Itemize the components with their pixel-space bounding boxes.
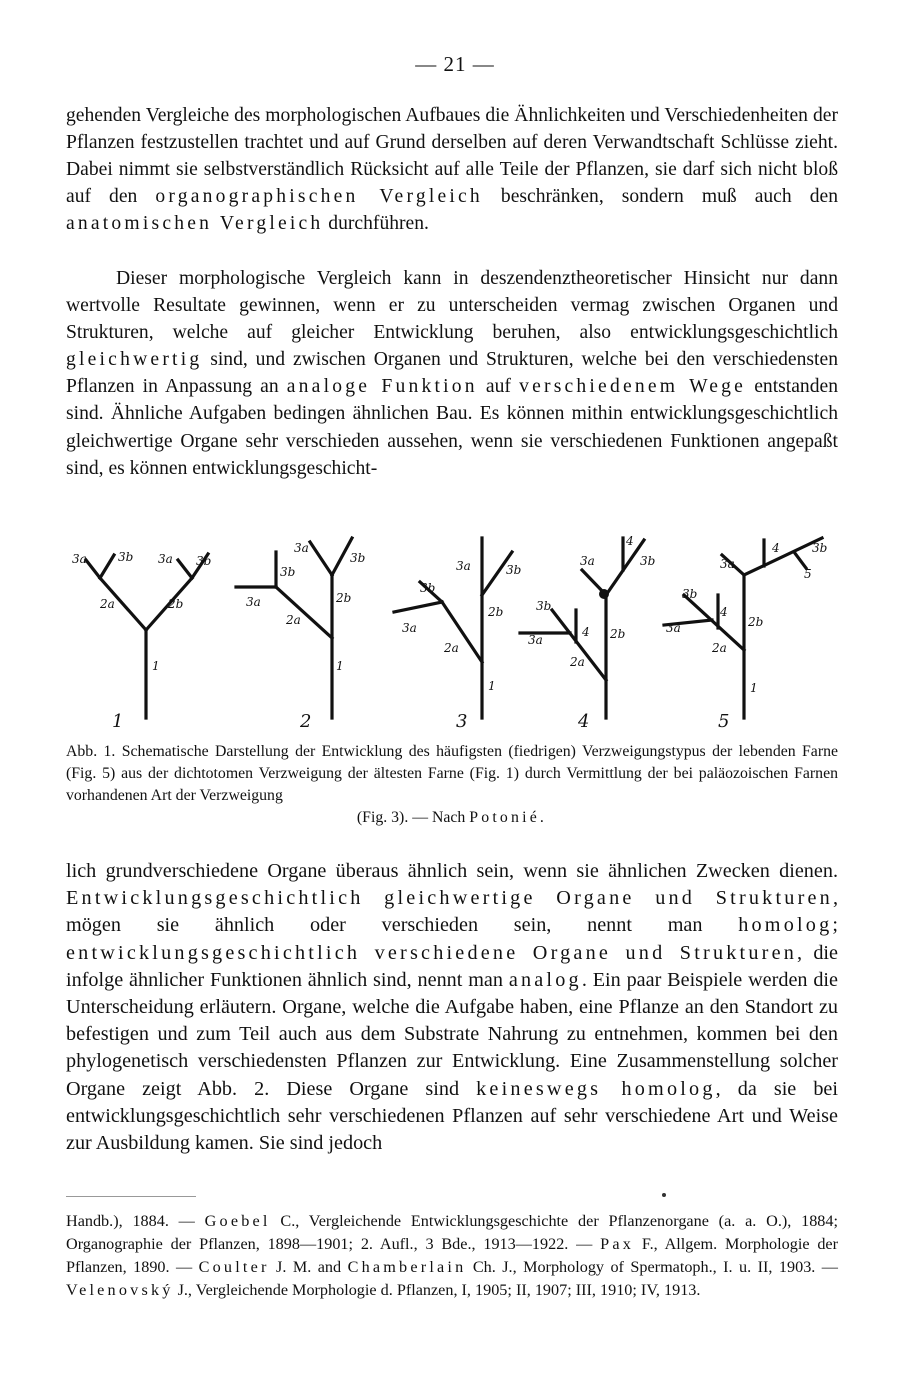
label-2a: 2a [444,641,459,655]
body-paragraph-2: Dieser morphologische Vergleich kann in deszendenztheoretischer Hinsicht nur dann wertvolle Resultate gewinnen, wenn er zu unterscheiden vermag zwischen Organen und Strukturen, welche auf gleicher Entwicklung beruhen, also entwicklungsgeschichtlich gleichwertig sind, und zwischen Organen und Strukturen, welche bei den verschiedensten Pflanzen in Anpassung an analoge Funktion auf verschiedenem Wege entstanden sind. Ähnliche Aufgaben bedingen ähnlichen Bau. Es können mithin entwicklungsgeschichtlich gleichwertige Organe sehr verschieden aussehen, wenn sie verschiedenen Funktionen angepaßt sind, es können entwicklungsgeschicht- [66,268,838,479]
label-2a: 2a [712,641,727,655]
label-3a: 3a [402,621,417,635]
label-3b: 3b [196,554,212,568]
fig-number-4: 4 [578,711,590,732]
label-2b: 2b [336,591,352,605]
label-3b: 3b [812,541,828,555]
branching-figure [64,530,844,735]
fig-number-2: 2 [300,711,312,732]
fig-number-5: 5 [718,711,730,732]
body-paragraph-1: gehenden Vergleiche des morphologischen Aufbaues die Ähnlichkeiten und Verschiedenheiten der Pflanzen festzustellen trachtet und auf Grund derselben auf deren Verwandtschaft Schlüsse zieht. Dabei nimmt sie selbstverständlich Rücksicht auf alle Teile der Pflanzen, sie darf sich nicht bloß auf den organographischen Vergleich beschränken, sondern muß auch den anatomischen Vergleich durchführen. [66,105,838,235]
label-3a: 3a [580,554,595,568]
label-3a: 3a [246,595,261,609]
fig-number-1: 1 [112,711,124,732]
page-number: — 21 — [415,52,495,76]
fig-2-diagram [236,538,365,732]
branching-diagram [64,530,844,735]
label-3b: 3b [536,599,552,613]
label-5: 5 [804,567,812,581]
label-3b: 3b [506,563,522,577]
label-3a: 3a [666,621,681,635]
fig-3-diagram [394,538,521,732]
label-2b: 2b [488,605,504,619]
label-1: 1 [152,659,160,673]
footnote: Handb.), 1884. — Goebel C., Vergleichende Entwicklungsgeschichte der Pflanzenorgane (a. a. O.), 1884; Organographie der Pflanzen, 1898—1901; 2. Aufl., 3 Bde., 1913—1922. — Pax F., Allgem. Morphologie der Pflanzen, 1890. — Coulter J. M. and Chamberlain Ch. J., Morphology of Spermatoph., I. u. II, 1903. — Velenovský J., Vergleichende Morphologie d. Pflanzen, I, 1905; II, 1907; III, 1910; IV, 1913. [66,1212,838,1299]
label-3b: 3b [420,581,436,595]
fig-5-diagram [664,538,827,732]
label-3b: 3b [682,587,698,601]
label-2b: 2b [748,615,764,629]
label-3a: 3a [72,552,87,566]
label-3a: 3a [720,557,735,571]
label-2b: 2b [168,597,184,611]
label-4: 4 [626,534,634,548]
label-3b: 3b [640,554,656,568]
label-3a: 3a [294,541,309,555]
body-paragraph-3: lich grundverschiedene Organe überaus ähnlich sein, wenn sie ähnlichen Zwecken dienen. Entwicklungsgeschichtlich gleichwertige Organe und Strukturen, mögen sie ähnlich oder verschieden sein, nennt man homolog; entwicklungsgeschichtlich verschiedene Organe und Strukturen, die infolge ähnlicher Funktionen ähnlich sind, nennt man analog. Ein paar Beispiele werden die Unterscheidung erläutern. Organe, welche die Aufgabe haben, eine Pflanze an den Standort zu befestigen und zum Teil auch aus dem Substrate Nahrung zu entnehmen, kommen bei den phylogenetisch verschiedensten Pflanzen zur Entwicklung. Eine Zusammenstellung solcher Organe zeigt Abb. 2. Diese Organe sind keineswegs homolog, da sie bei entwicklungsgeschichtlich sehr verschiedenen Pflanzen auf sehr verschiedene Art und Weise zur Ausbildung kamen. Sie sind jedoch [66,860,838,1155]
label-1: 1 [488,679,496,693]
fig-4-diagram [520,534,655,732]
label-3b: 3b [280,565,296,579]
label-2a: 2a [286,613,301,627]
label-1: 1 [750,681,758,695]
label-4: 4 [772,541,780,555]
label-3a: 3a [456,559,471,573]
label-2a: 2a [100,597,115,611]
figure-caption: Abb. 1. Schematische Darstellung der Entwicklung des häufigsten (fiedrigen) Verzweigungstypus der lebenden Farne (Fig. 5) aus der dichtotomen Verzweigung der ältesten Farne (Fig. 1) durch Vermittlung der bei paläozoischen Farnen vorhandenen Art der Verzweigung (Fig. 3). — Nach Potonié. [66,743,838,826]
label-3b: 3b [350,551,366,565]
footnote-rule [66,1196,196,1197]
label-3b: 3b [118,550,134,564]
label-3a: 3a [158,552,173,566]
label-1: 1 [336,659,344,673]
fig-1-diagram [72,550,211,732]
label-3a: 3a [528,633,543,647]
label-4: 4 [720,605,728,619]
label-4: 4 [582,625,590,639]
ink-speck [662,1193,666,1197]
label-2a: 2a [570,655,585,669]
fig-number-3: 3 [456,711,468,732]
label-2b: 2b [610,627,626,641]
